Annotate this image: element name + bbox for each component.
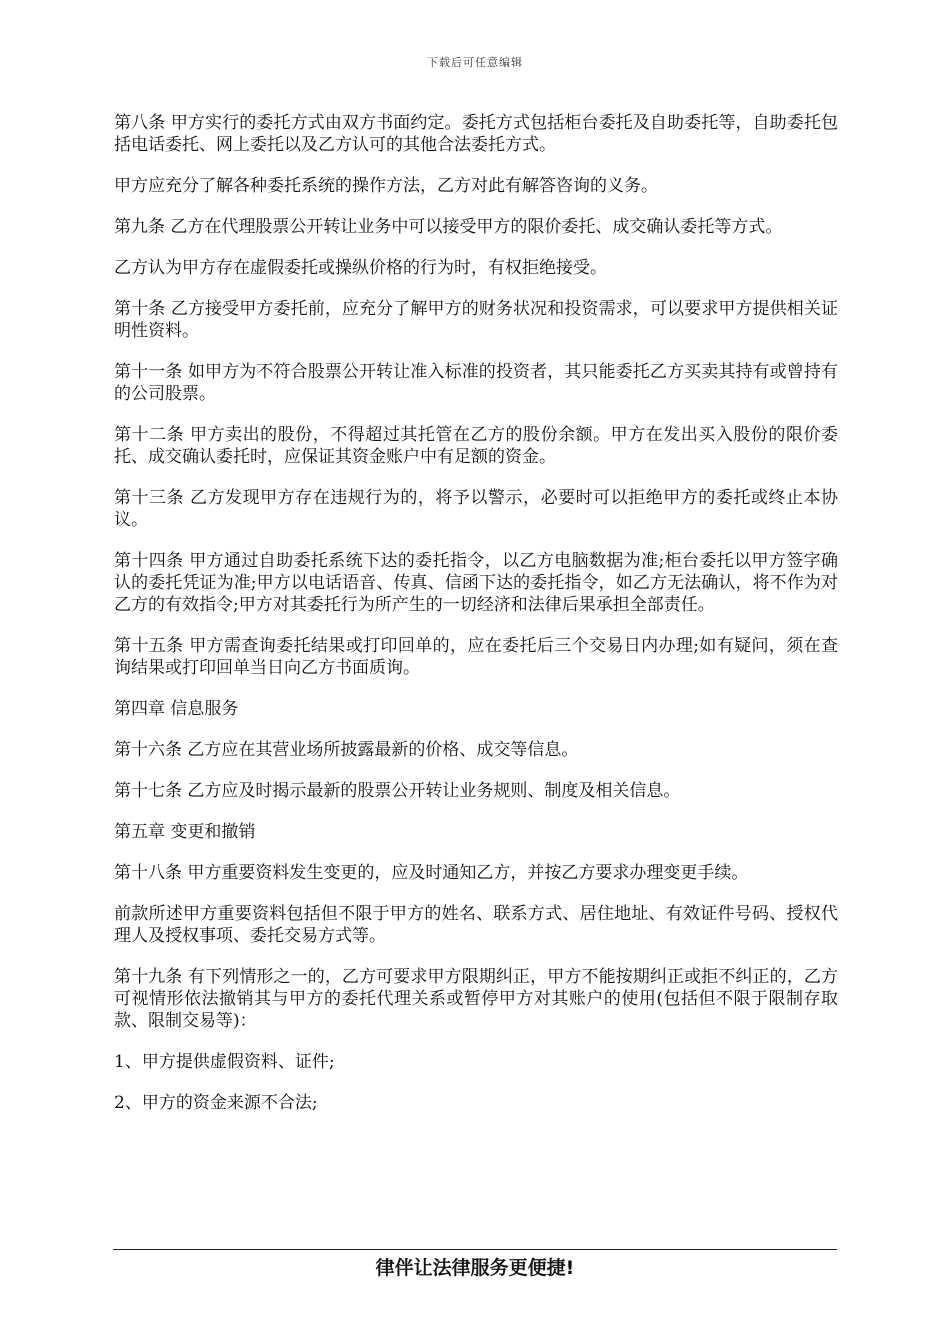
article-14: 第十四条 甲方通过自助委托系统下达的委托指令，以乙方电脑数据为准;柜台委托以甲方签字确认的委托凭证为准;甲方以电话语音、传真、信函下达的委托指令，如乙方无法确认，将不作为对乙方的有效指令;甲方对其委托行为所产生的一切经济和法律后果承担全部责任。	[114, 551, 838, 615]
article-8-note: 甲方应充分了解各种委托系统的操作方法，乙方对此有解答咨询的义务。	[114, 176, 658, 196]
article-18: 第十八条 甲方重要资料发生变更的，应及时通知乙方，并按乙方要求办理变更手续。	[114, 863, 749, 883]
header-note: 下载后可任意编辑	[427, 56, 523, 69]
article-11: 第十一条 如甲方为不符合股票公开转让准入标准的投资者，其只能委托乙方买卖其持有或曾持有的公司股票。	[114, 362, 838, 404]
list-item-1: 1、甲方提供虚假资料、证件;	[114, 1052, 335, 1072]
document-body	[114, 112, 838, 1133]
article-13: 第十三条 乙方发现甲方存在违规行为的，将予以警示，必要时可以拒绝甲方的委托或终止本协议。	[114, 488, 838, 530]
list-item-2: 2、甲方的资金来源不合法;	[114, 1093, 318, 1113]
footer-divider	[113, 1249, 837, 1250]
article-12: 第十二条 甲方卖出的股份，不得超过其托管在乙方的股份余额。甲方在发出买入股份的限价委托、成交确认委托时，应保证其资金账户中有足额的资金。	[114, 425, 838, 467]
article-16: 第十六条 乙方应在其营业场所披露最新的价格、成交等信息。	[114, 740, 579, 760]
article-19: 第十九条 有下列情形之一的，乙方可要求甲方限期纠正，甲方不能按期纠正或拒不纠正的，乙方可视情形依法撤销其与甲方的委托代理关系或暂停甲方对其账户的使用(包括但不限于限制存取款、限制交易等)：	[114, 967, 838, 1031]
article-18-note: 前款所述甲方重要资料包括但不限于甲方的姓名、联系方式、居住地址、有效证件号码、授权代理人及授权事项、委托交易方式等。	[114, 904, 838, 946]
footer-slogan: 律伴让法律服务更便捷!	[375, 1257, 575, 1279]
chapter-4-heading: 第四章 信息服务	[114, 699, 239, 719]
article-9-note: 乙方认为甲方存在虚假委托或操纵价格的行为时，有权拒绝接受。	[114, 258, 607, 278]
chapter-5-heading: 第五章 变更和撤销	[114, 822, 256, 842]
article-9: 第九条 乙方在代理股票公开转让业务中可以接受甲方的限价委托、成交确认委托等方式。	[114, 217, 783, 237]
article-17: 第十七条 乙方应及时揭示最新的股票公开转让业务规则、制度及相关信息。	[114, 781, 681, 801]
article-15: 第十五条 甲方需查询委托结果或打印回单的，应在委托后三个交易日内办理;如有疑问，须在查询结果或打印回单当日向乙方书面质询。	[114, 636, 838, 678]
article-10: 第十条 乙方接受甲方委托前，应充分了解甲方的财务状况和投资需求，可以要求甲方提供相关证明性资料。	[114, 299, 838, 341]
article-8: 第八条 甲方实行的委托方式由双方书面约定。委托方式包括柜台委托及自助委托等，自助委托包括电话委托、网上委托以及乙方认可的其他合法委托方式。	[114, 113, 838, 155]
